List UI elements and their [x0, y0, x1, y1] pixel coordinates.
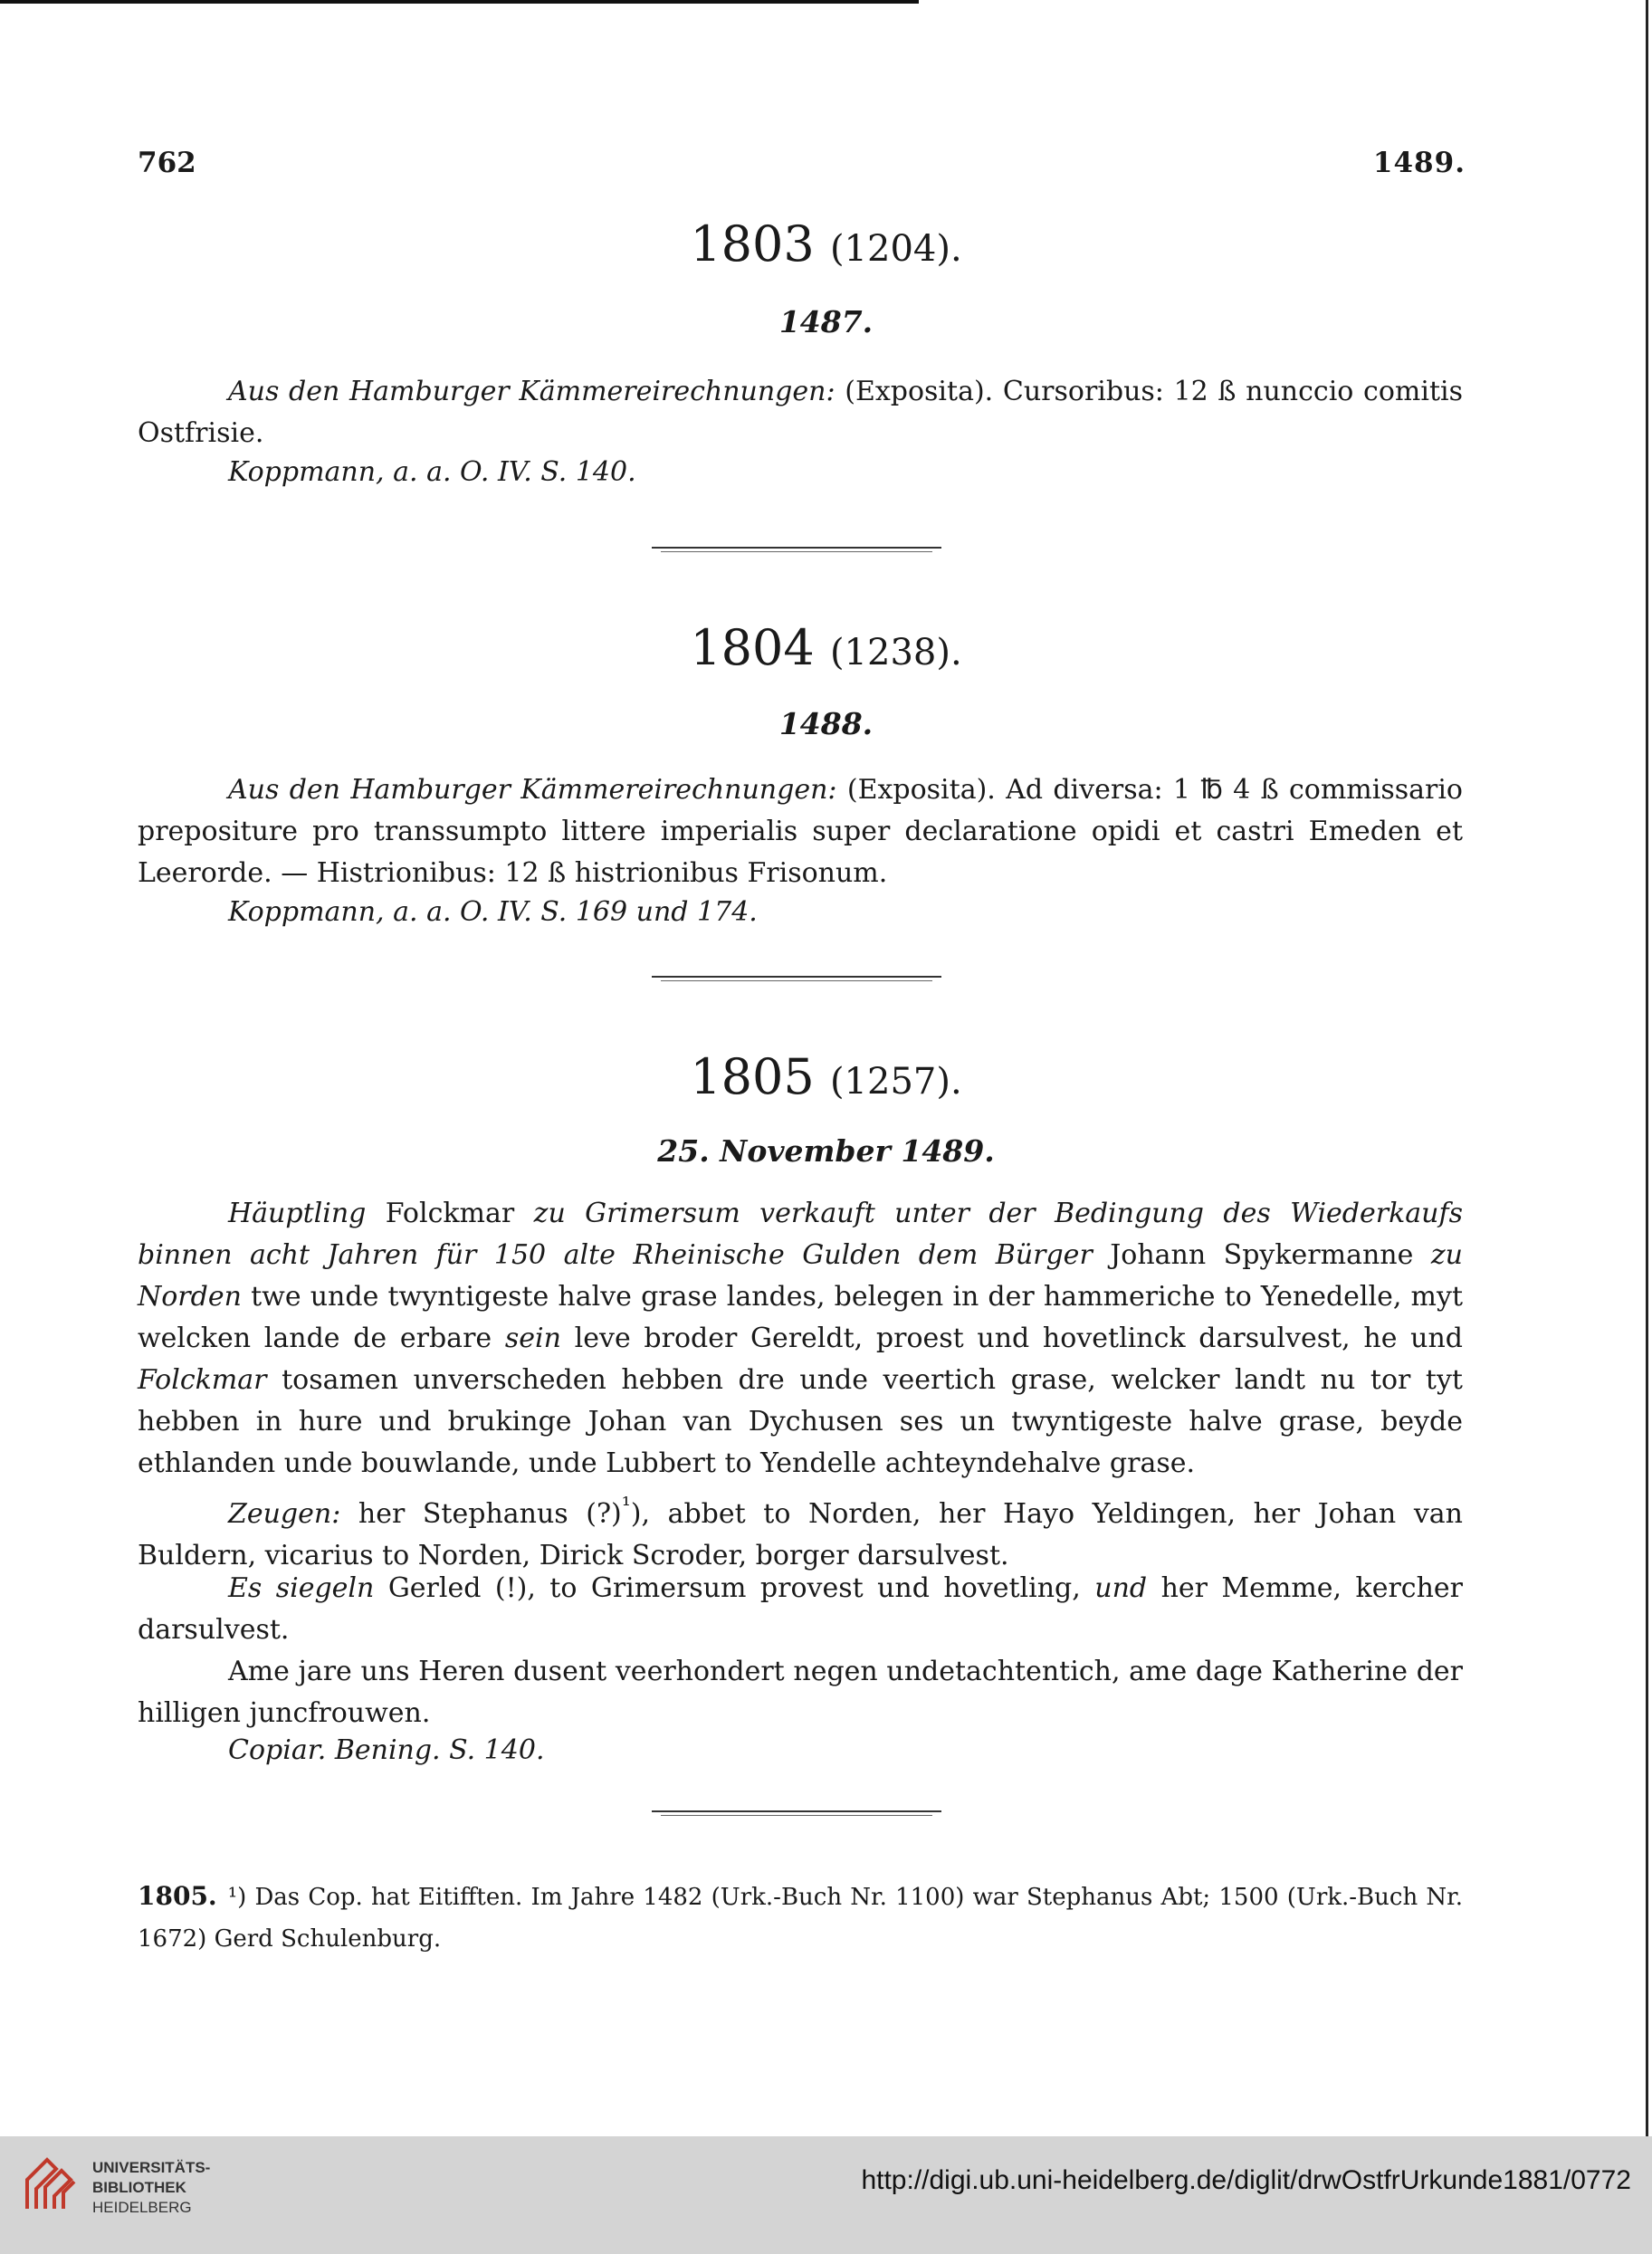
seals-text: her Memme, kercher darsulvest. — [138, 1572, 1464, 1646]
doc-1805-number: 1805 — [690, 1048, 815, 1105]
doc-1804-source: Aus den Hamburger Kämmereirechnungen: — [228, 774, 837, 806]
doc-1804-reference: Koppmann, a. a. O. IV. S. 169 und 174. — [228, 896, 758, 928]
doc-1805-paren: (1257). — [829, 1061, 962, 1103]
summary-part: Folckmar — [385, 1198, 515, 1229]
seals-text: und — [1094, 1572, 1148, 1604]
scan-top-edge — [0, 0, 919, 4]
doc-1805-date: 25. November 1489. — [657, 1133, 995, 1169]
footnote-mark: ¹ — [621, 1492, 631, 1518]
doc-1805-heading — [0, 1048, 1652, 1105]
seals-text: Gerled (!), to Grimersum provest und hovetling, — [387, 1572, 1081, 1604]
doc-1803-heading — [0, 215, 1652, 272]
section-divider — [652, 547, 941, 549]
summary-part: zu Norden — [138, 1239, 1463, 1313]
doc-1804-number: 1804 — [690, 619, 815, 676]
summary-part: sein — [504, 1323, 561, 1354]
source-url-link[interactable]: http://digi.ub.uni-heidelberg.de/diglit/drwOstfrUrkunde1881/0772 — [861, 2165, 1631, 2195]
witnesses-label: Zeugen: — [228, 1498, 341, 1530]
witnesses-text: ), abbet to Norden, her Hayo Yeldingen, her Johan van Buldern, vicarius to Norden, Dirick Scroder, borger darsulvest. — [138, 1498, 1463, 1571]
summary-part: leve broder Gereldt, proest und hovetlinck darsulvest, he und — [574, 1323, 1463, 1354]
doc-1804-text — [138, 769, 1463, 894]
library-footer — [0, 2136, 1652, 2254]
summary-part: tosamen unverscheden hebben dre unde veertich grase, welcker landt nu tor tyt hebben in hure und brukinge Johan van Dychusen ses un twyntigeste halve grase, beyde ethlanden unde bouwlande, unde Lubbert to Yendelle achteyndehalve grase. — [138, 1364, 1463, 1479]
summary-part: twe unde twyntigeste halve grase landes, belegen in der hammeriche to Yenedelle, myt welcken lande de erbare — [138, 1281, 1463, 1354]
doc-1803-date: 1487. — [778, 304, 874, 339]
doc-1805-dating: Ame jare uns Heren dusent veerhondert negen undetachtentich, ame dage Katherine der hilligen juncfrouwen. — [138, 1656, 1463, 1729]
doc-1803-source: Aus den Hamburger Kämmereirechnungen: — [228, 376, 836, 407]
library-logo-icon — [20, 2153, 83, 2216]
doc-1803-reference: Koppmann, a. a. O. IV. S. 140. — [228, 456, 636, 488]
doc-1803-paren: (1204). — [829, 228, 962, 270]
section-divider — [652, 976, 941, 978]
summary-part: zu Grimersum verkauft unter der Bedingung des Wiederkaufs binnen acht Jahren für 150 alte Rheinische Gulden dem Bürger — [138, 1198, 1463, 1271]
footnote-text: ¹) Das Cop. hat Eitifften. Im Jahre 1482 (Urk.-Buch Nr. 1100) war Stephanus Abt; 1500 (Urk.-Buch Nr. 1672) Gerd Schulenburg. — [138, 1884, 1463, 1953]
summary-part: Folckmar — [138, 1364, 267, 1396]
doc-1804-body: (Exposita). Ad diversa: 1 ℔ 4 ß commissario prepositure pro transsumpto littere imperialis super declaratione opidi et castri Emeden et Leerorde. — Histrionibus: 12 ß histrionibus Frisonum. — [138, 774, 1463, 889]
doc-1804-heading — [0, 619, 1652, 676]
doc-1803-number: 1803 — [690, 215, 815, 272]
library-name-line: HEIDELBERG — [92, 2199, 192, 2216]
doc-1805-summary — [138, 1193, 1463, 1485]
library-name-line: BIBLIOTHEK — [92, 2179, 186, 2196]
page-number: 762 — [138, 147, 196, 179]
footnote-number: 1805. — [138, 1881, 217, 1911]
footnote — [138, 1876, 1463, 1960]
doc-1804-date: 1488. — [778, 706, 874, 741]
doc-1805-reference: Copiar. Bening. S. 140. — [228, 1734, 545, 1766]
witnesses-text: her Stephanus (?) — [358, 1498, 622, 1530]
running-year: 1489. — [1372, 147, 1466, 179]
doc-1804-paren: (1238). — [829, 632, 962, 673]
summary-part: Häuptling — [228, 1198, 367, 1229]
summary-part: Johann Spykermanne — [1110, 1239, 1414, 1271]
library-name — [92, 2158, 210, 2218]
section-divider — [652, 1810, 941, 1812]
doc-1803-text — [138, 371, 1463, 454]
doc-1805-seals — [138, 1568, 1463, 1651]
doc-1803-body: (Exposita). Cursoribus: 12 ß nunccio comitis Ostfrisie. — [138, 376, 1463, 449]
library-name-line: UNIVERSITÄTS- — [92, 2159, 211, 2176]
seals-label: Es siegeln — [228, 1572, 375, 1604]
doc-1805-witnesses — [138, 1485, 1463, 1577]
